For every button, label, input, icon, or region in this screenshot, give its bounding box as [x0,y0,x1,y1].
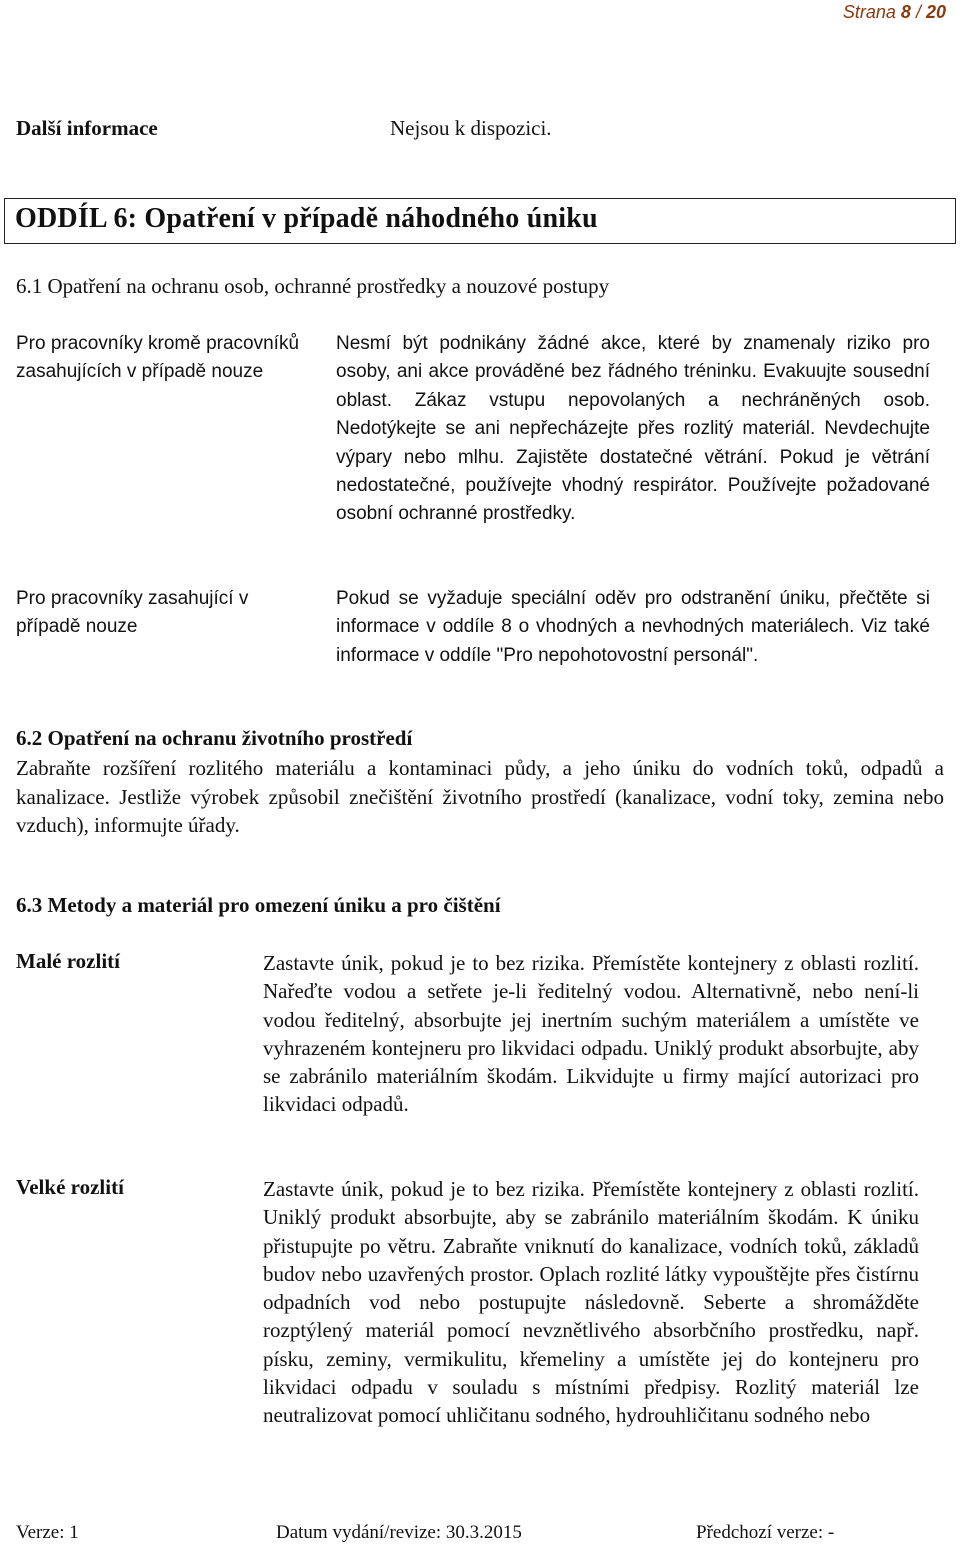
page-label: Strana [842,2,896,22]
page-separator: / [915,2,921,22]
footer-issue-date: Datum vydání/revize: 30.3.2015 [276,1522,522,1543]
page-footer [16,1522,946,1548]
page-total: 20 [925,2,946,22]
further-info-value: Nejsou k dispozici. [390,116,552,140]
emergency-label: Pro pracovníky zasahující v případě nouze [16,588,249,637]
non-emergency-label: Pro pracovníky kromě pracovníků zasahujících v případě nouze [16,333,300,382]
small-spill-label: Malé rozlití [16,949,120,973]
non-emergency-text: Nesmí být podnikány žádné akce, které by znamenaly riziko pro osoby, ani akce prováděné bez řádného tréninku. Evakuujte sousední oblast. Zákaz vstupu nepovolaných a nechráněných osob. Nedotýkejte se ani nepřecházejte přes rozlitý materiál. Nevdechujte výpary nebo mlhu. Zajistěte dostatečné větrání. Pokud je větrání nedostatečné, používejte vhodný respirátor. Používejte požadované osobní ochranné prostředky. [336,333,930,525]
emergency-text: Pokud se vyžaduje speciální oděv pro odstranění úniku, přečtěte si informace v oddíle 8 o vhodných a nevhodných materiálech. Viz také informace v oddíle "Pro nepohotovostní personál". [336,588,930,666]
large-spill-label: Velké rozlití [16,1175,124,1199]
further-info-label: Další informace [16,116,158,140]
section-title: ODDÍL 6: Opatření v případě náhodného úniku [15,203,598,234]
subsection-6-3-heading: 6.3 Metody a materiál pro omezení úniku a pro čištění [16,893,501,917]
footer-previous-version: Předchozí verze: - [696,1522,835,1543]
small-spill-text: Zastavte únik, pokud je to bez rizika. Přemístěte kontejnery z oblasti rozlití. Nařeďte vodou a setřete je-li ředitelný vodou. Alternativně, nebo není-li vodou ředitelný, absorbujte jej inertním suchým materiálem a umístěte ve vyhrazeném kontejneru pro likvidaci odpadu. Uniklý produkt absorbujte, aby se zabránilo materiálním škodám. Likvidujte u firmy mající autorizaci pro likvidaci odpadů. [263,951,919,1117]
subsection-6-1-heading: 6.1 Opatření na ochranu osob, ochranné prostředky a nouzové postupy [16,274,610,298]
large-spill-text: Zastavte únik, pokud je to bez rizika. Přemístěte kontejnery z oblasti rozlití. Uniklý produkt absorbujte, aby se zabránilo materiálním škodám. K úniku přistupujte po větru. Zabraňte vniknutí do kanalizace, vodních toků, základů budov nebo uzavřených prostor. Oplach rozlité látky vypouštějte přes čistírnu odpadních vod nebo postupujte následovně. Seberte a shromážděte rozptýlený materiál pomocí nevznětlivého absorbčního prostředku, např. písku, zeminy, vermikulitu, křemeliny a umístěte jej do kontejneru pro likvidaci odpadu v souladu s místními předpisy. Rozlitý materiál lze neutralizovat pomocí uhličitanu sodného, hydrouhličitanu sodného nebo [263,1177,919,1428]
environment-text: Zabraňte rozšíření rozlitého materiálu a kontaminaci půdy, a jeho úniku do vodních toků, odpadů a kanalizace. Jestliže výrobek způsobil znečištění životního prostředí (kanalizace, vodní toky, zemina nebo vzduch), informujte úřady. [16,756,944,838]
subsection-6-2-heading: 6.2 Opatření na ochranu životního prostředí [16,726,413,750]
page-number [843,2,946,23]
section-title-box [4,198,956,244]
footer-version: Verze: 1 [16,1522,79,1543]
page-current: 8 [900,2,911,22]
